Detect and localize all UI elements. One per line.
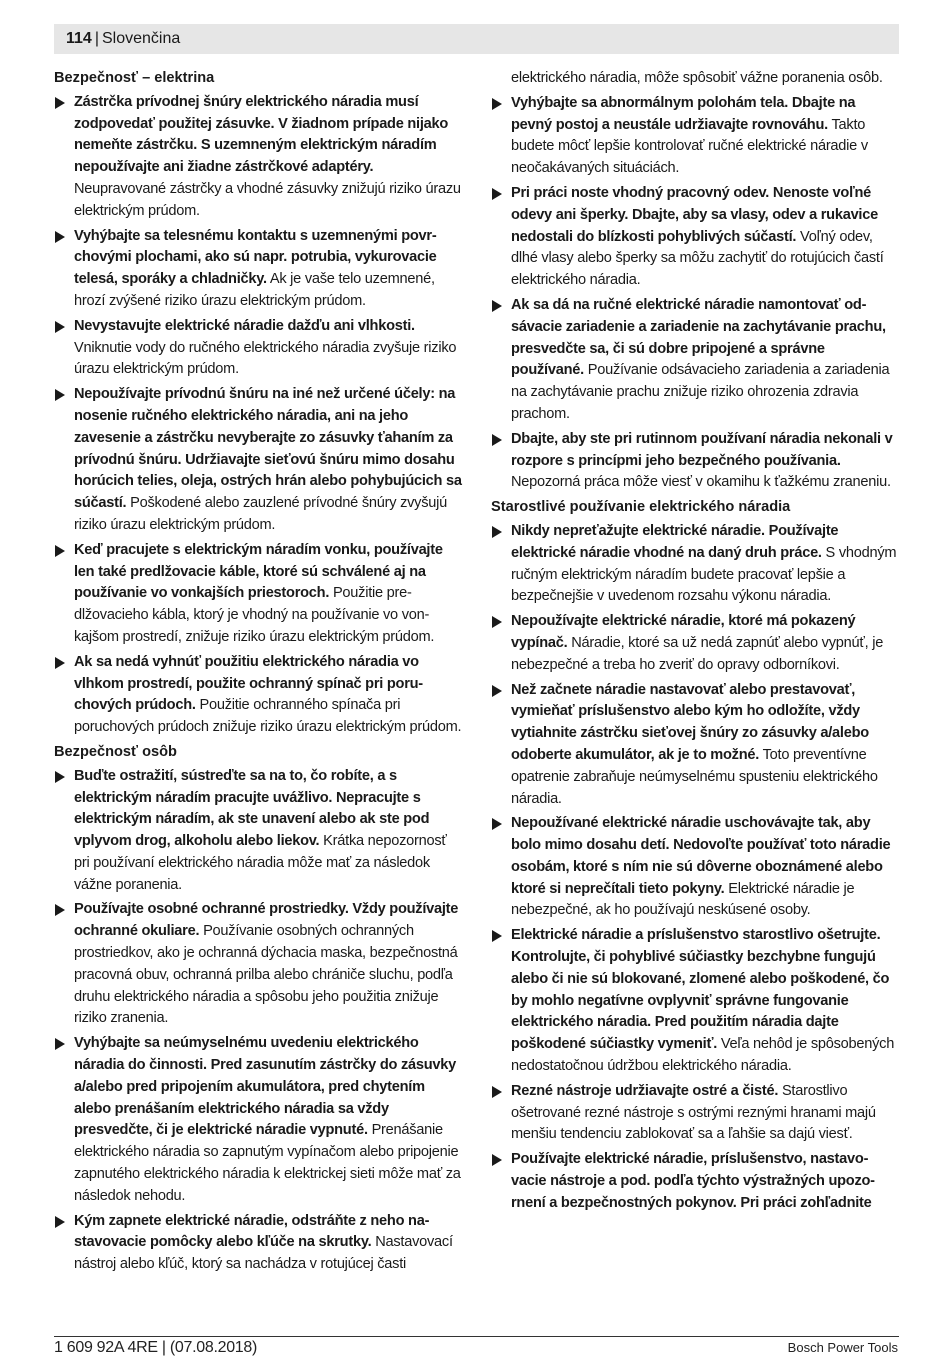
bullet-triangle-icon — [492, 685, 502, 697]
item-bold-text: Zástrčka prívodnej šnúry elektrického náradia musí zodpovedať použitej zásuvke. V žiadnom prípade nijako nemeňte zástrčku. S uzemneným elektrickým náradím nepoužívajte ani žiadne zástrčkové adaptéry. — [74, 93, 449, 176]
item-text: Nepozorná práca môže viesť v okamihu k ťažkému zraneniu. — [511, 474, 891, 491]
item-text: Voľný odev, dlhé vlasy alebo šperky sa môžu zachytiť do rotujúcich častí elektrického náradia. — [511, 228, 884, 289]
continued-text: elektrického náradia, môže spôsobiť vážne poranenia osôb. — [511, 70, 883, 86]
left-column — [54, 68, 464, 1279]
item-text: Takto budete môcť lepšie kontrolovať ručné elektrické náradie v neočakávaných situáciách. — [511, 116, 868, 177]
item-text: Starostlivo ošetrované rezné nástroje s ostrými reznými hranami majú menšiu tendenciu zablokovať sa a ľahšie sa dajú viesť. — [511, 1082, 876, 1143]
item-bold-text: Než začnete náradie nastavovať alebo prestavovať, vymieňať príslušenstvo alebo kým ho odložíte, vždy vytiahnite zástrčku sieťovej šnúry zo zásuvky a/alebo odoberte akumulátor, ak je to možné. — [511, 681, 869, 763]
list-item — [54, 226, 464, 313]
bullet-triangle-icon — [55, 904, 65, 916]
item-text: Toto preventívne opatrenie zabraňuje neúmyselnému spusteniu elektrického náradia. — [511, 746, 878, 807]
list-item — [54, 92, 464, 223]
list-item — [54, 652, 464, 739]
list-item — [54, 384, 464, 537]
item-bold-text: Rezné nástroje udržiavajte ostré a čisté. — [511, 1082, 779, 1099]
item-text: Používanie odsávacieho zariadenia a zariadenia na zachytávanie prachu znižuje riziko ohrozenia zdravia prachom. — [511, 362, 890, 422]
header-separator: | — [94, 30, 99, 47]
list-item — [54, 316, 464, 381]
list-item — [491, 295, 897, 426]
item-text: Ak je vaše telo uzemnené, hrozí zvýšené riziko úrazu elektrickým prúdom. — [74, 271, 435, 309]
bullet-triangle-icon — [492, 300, 502, 312]
item-bold-text: Nepoužívané elektrické náradie uschovávajte tak, aby bolo mimo dosahu detí. Nedovoľte používať toto náradie osobám, ktoré s ním nie sú dôverne oboznámené alebo ktoré si neprečítali tieto pokyny. — [511, 815, 891, 897]
item-bold-text: Pri práci noste vhodný pracovný odev. Nenoste voľné odevy ani šperky. Dbajte, aby sa vlasy, odev a rukavice nedostali do blízkosti pohyblivých súčastí. — [511, 184, 878, 245]
section-heading-careful-use: Starostlivé používanie elektrického náradia — [491, 499, 791, 516]
bullet-triangle-icon — [55, 1216, 65, 1228]
item-bold-text: Vyhýbajte sa telesnému kontaktu s uzemnenými povrchovými plochami, ako sú napr. potrubia, vykurovacie telesá, sporáky a chladničky. — [74, 227, 437, 288]
page-number: 114 — [66, 30, 92, 47]
item-bold-text: Nepoužívajte elektrické náradie, ktoré má pokazený vypínač. — [511, 613, 856, 651]
item-bold-text: Vyhýbajte sa neúmyselnému uvedeniu elektrického náradia do činnosti. Pred zasunutím zástrčky do zásuvky a/alebo pred pripojením akumulátora, pred chytením alebo prenášaním elektrického náradia sa vždy presvedčte, či je elektrické náradie vypnuté. — [74, 1035, 457, 1139]
item-bold-text: Používajte elektrické náradie, príslušenstvo, nastavovacie nástroje a pod. podľa týchto výstražných upozornení a bezpečnostných pokynov. Pri práci zohľadnite — [511, 1151, 876, 1211]
bullet-triangle-icon — [55, 657, 65, 669]
item-text: Použitie predlžovacieho kábla, ktorý je vhodný na používanie vo vonkajšom prostredí, znižuje riziko úrazu elektrickým prúdom. — [74, 585, 435, 645]
list-item — [491, 813, 897, 922]
bullet-triangle-icon — [55, 545, 65, 557]
item-text: Používanie osobných ochranných prostriedkov, ako je ochranná dýchacia maska, bezpečnostná pracovná obuv, ochranná prilba alebo chrániče sluchu, podľa druhu elektrického náradia a spôsobu jeho použitia znižuje riziko zranenia. — [74, 923, 458, 1027]
bullet-triangle-icon — [55, 321, 65, 333]
item-bold-text: Ak sa dá na ručné elektrické náradie namontovať odsávacie zariadenie a zariadenie na zachytávanie prachu, presvedčte sa, či sú dobre pripojené a správne používané. — [511, 296, 886, 379]
bullet-triangle-icon — [492, 526, 502, 538]
bullet-triangle-icon — [492, 616, 502, 628]
item-text: Použitie ochranného spínača pri poruchových prúdoch znižuje riziko úrazu elektrickým prúdom. — [74, 697, 462, 736]
item-text: Vniknutie vody do ručného elektrického náradia zvyšuje riziko úrazu elektrickým prúdom. — [74, 339, 457, 378]
list-item — [54, 1211, 464, 1276]
list-item — [491, 925, 897, 1078]
bullet-triangle-icon — [492, 930, 502, 942]
footer-divider — [54, 1336, 899, 1337]
bullet-triangle-icon — [492, 1154, 502, 1166]
item-text: Prenášanie elektrického náradia so zapnutým vypínačom alebo pripojenie zapnutého elektrického náradia k elektrickej sieti môže mať za následok nehodu. — [74, 1122, 461, 1204]
list-item — [491, 611, 897, 676]
item-text: Náradie, ktoré sa už nedá zapnúť alebo vypnúť, je nebezpečné a treba ho zveriť do opravy odborníkovi. — [511, 634, 884, 673]
section-heading-personal-safety: Bezpečnosť osôb — [54, 743, 177, 760]
footer-brand: Bosch Power Tools — [787, 1340, 898, 1355]
section-heading-electrical-safety: Bezpečnosť – elektrina — [54, 70, 215, 86]
list-item — [491, 680, 897, 811]
item-bold-text: Nikdy nepreťažujte elektrické náradie. Používajte elektrické náradie vhodné na daný druh práce. — [511, 522, 839, 561]
right-column — [491, 68, 897, 1218]
item-bold-text: Buďte ostražití, sústreďte sa na to, čo robíte, a s elektrickým náradím pracujte uvážlivo. Nepracujte s elektrickým náradím, ak ste unavení alebo ak ste pod vplyvom drog, alkoholu alebo liekov. — [74, 767, 430, 850]
list-item — [54, 766, 464, 897]
item-bold-text: Kým zapnete elektrické náradie, odstráňte z neho nastavovacie pomôcky alebo kľúče na skrutky. — [74, 1212, 430, 1251]
bullet-triangle-icon — [492, 434, 502, 446]
bullet-triangle-icon — [492, 188, 502, 200]
list-item — [54, 540, 464, 649]
item-bold-text: Elektrické náradie a príslušenstvo starostlivo ošetrujte. Kontrolujte, či pohyblivé súčiastky bezchybne fungujú alebo či nie sú blokované, zlomené alebo poškodené, čo by mohlo negatívne ovplyvniť správne fungovanie elektrického náradia. Pred použitím náradia dajte poškodené súčiastky vymeniť. — [511, 927, 890, 1053]
bullet-triangle-icon — [55, 389, 65, 401]
list-item — [491, 1081, 897, 1146]
bullet-triangle-icon — [55, 231, 65, 243]
item-bold-text: Ak sa nedá vyhnúť použitiu elektrického náradia vo vlhkom prostredí, použite ochranný spínač pri poruchových prúdoch. — [74, 653, 424, 714]
list-item — [54, 1033, 464, 1207]
item-text: Veľa nehôd je spôsobených nedostatočnou údržbou elektrického náradia. — [511, 1036, 895, 1075]
bullet-triangle-icon — [55, 97, 65, 109]
list-item — [491, 183, 897, 292]
item-bold-text: Keď pracujete s elektrickým náradím vonku, používajte len také predlžovacie káble, ktoré sú schválené aj na používanie vo vonkajších priestoroch. — [74, 541, 443, 602]
item-text: Krátka nepozornosť pri používaní elektrického náradia môže mať za následok vážne poranenia. — [74, 833, 447, 893]
bullet-triangle-icon — [492, 1086, 502, 1098]
list-item — [491, 429, 897, 494]
item-bold-text: Nepoužívajte prívodnú šnúru na iné než určené účely: na nosenie ručného elektrického náradia, ani na jeho zavesenie a zástrčku nevyberajte zo zásuvky ťahaním za prívodnú šnúru. Udržiavajte sieťovú šnúru mimo dosahu horúcich telies, oleja, ostrých hrán alebo pohybujúcich sa súčastí. — [74, 386, 462, 512]
page-header — [54, 24, 899, 54]
item-bold-text: Dbajte, aby ste pri rutinnom používaní náradia nekonali v rozpore s princípmi jeho bezpečného používania. — [511, 430, 893, 469]
footer-doc-code: 1 609 92A 4RE | (07.08.2018) — [54, 1339, 258, 1356]
bullet-triangle-icon — [55, 1038, 65, 1050]
item-bold-text: Nevystavujte elektrické náradie dažďu ani vlhkosti. — [74, 317, 415, 334]
item-text: Elektrické náradie je nebezpečné, ak ho používajú neskúsené osoby. — [511, 880, 855, 919]
item-text: Nastavovací nástroj alebo kľúč, ktorý sa nachádza v rotujúcej časti — [74, 1234, 453, 1273]
item-text: Poškodené alebo zauzlené prívodné šnúry zvyšujú riziko úrazu elektrickým prúdom. — [74, 495, 447, 533]
header-language: Slovenčina — [101, 30, 181, 47]
item-bold-text: Používajte osobné ochranné prostriedky. Vždy používajte ochranné okuliare. — [74, 901, 459, 940]
list-item — [54, 899, 464, 1030]
bullet-triangle-icon — [55, 771, 65, 783]
item-text: S vhodným ručným elektrickým náradím budete pracovať lepšie a bezpečnejšie v uvedenom rozsahu výkonu náradia. — [511, 544, 897, 605]
item-bold-text: Vyhýbajte sa abnormálnym polohám tela. Dbajte na pevný postoj a neustále udržiavajte rovnováhu. — [511, 94, 856, 133]
bullet-triangle-icon — [492, 818, 502, 830]
list-item — [491, 1149, 897, 1214]
list-item — [491, 93, 897, 180]
item-text: Neupravované zástrčky a vhodné zásuvky znižujú riziko úrazu elektrickým prúdom. — [74, 180, 461, 219]
list-item — [491, 521, 897, 608]
bullet-triangle-icon — [492, 98, 502, 110]
